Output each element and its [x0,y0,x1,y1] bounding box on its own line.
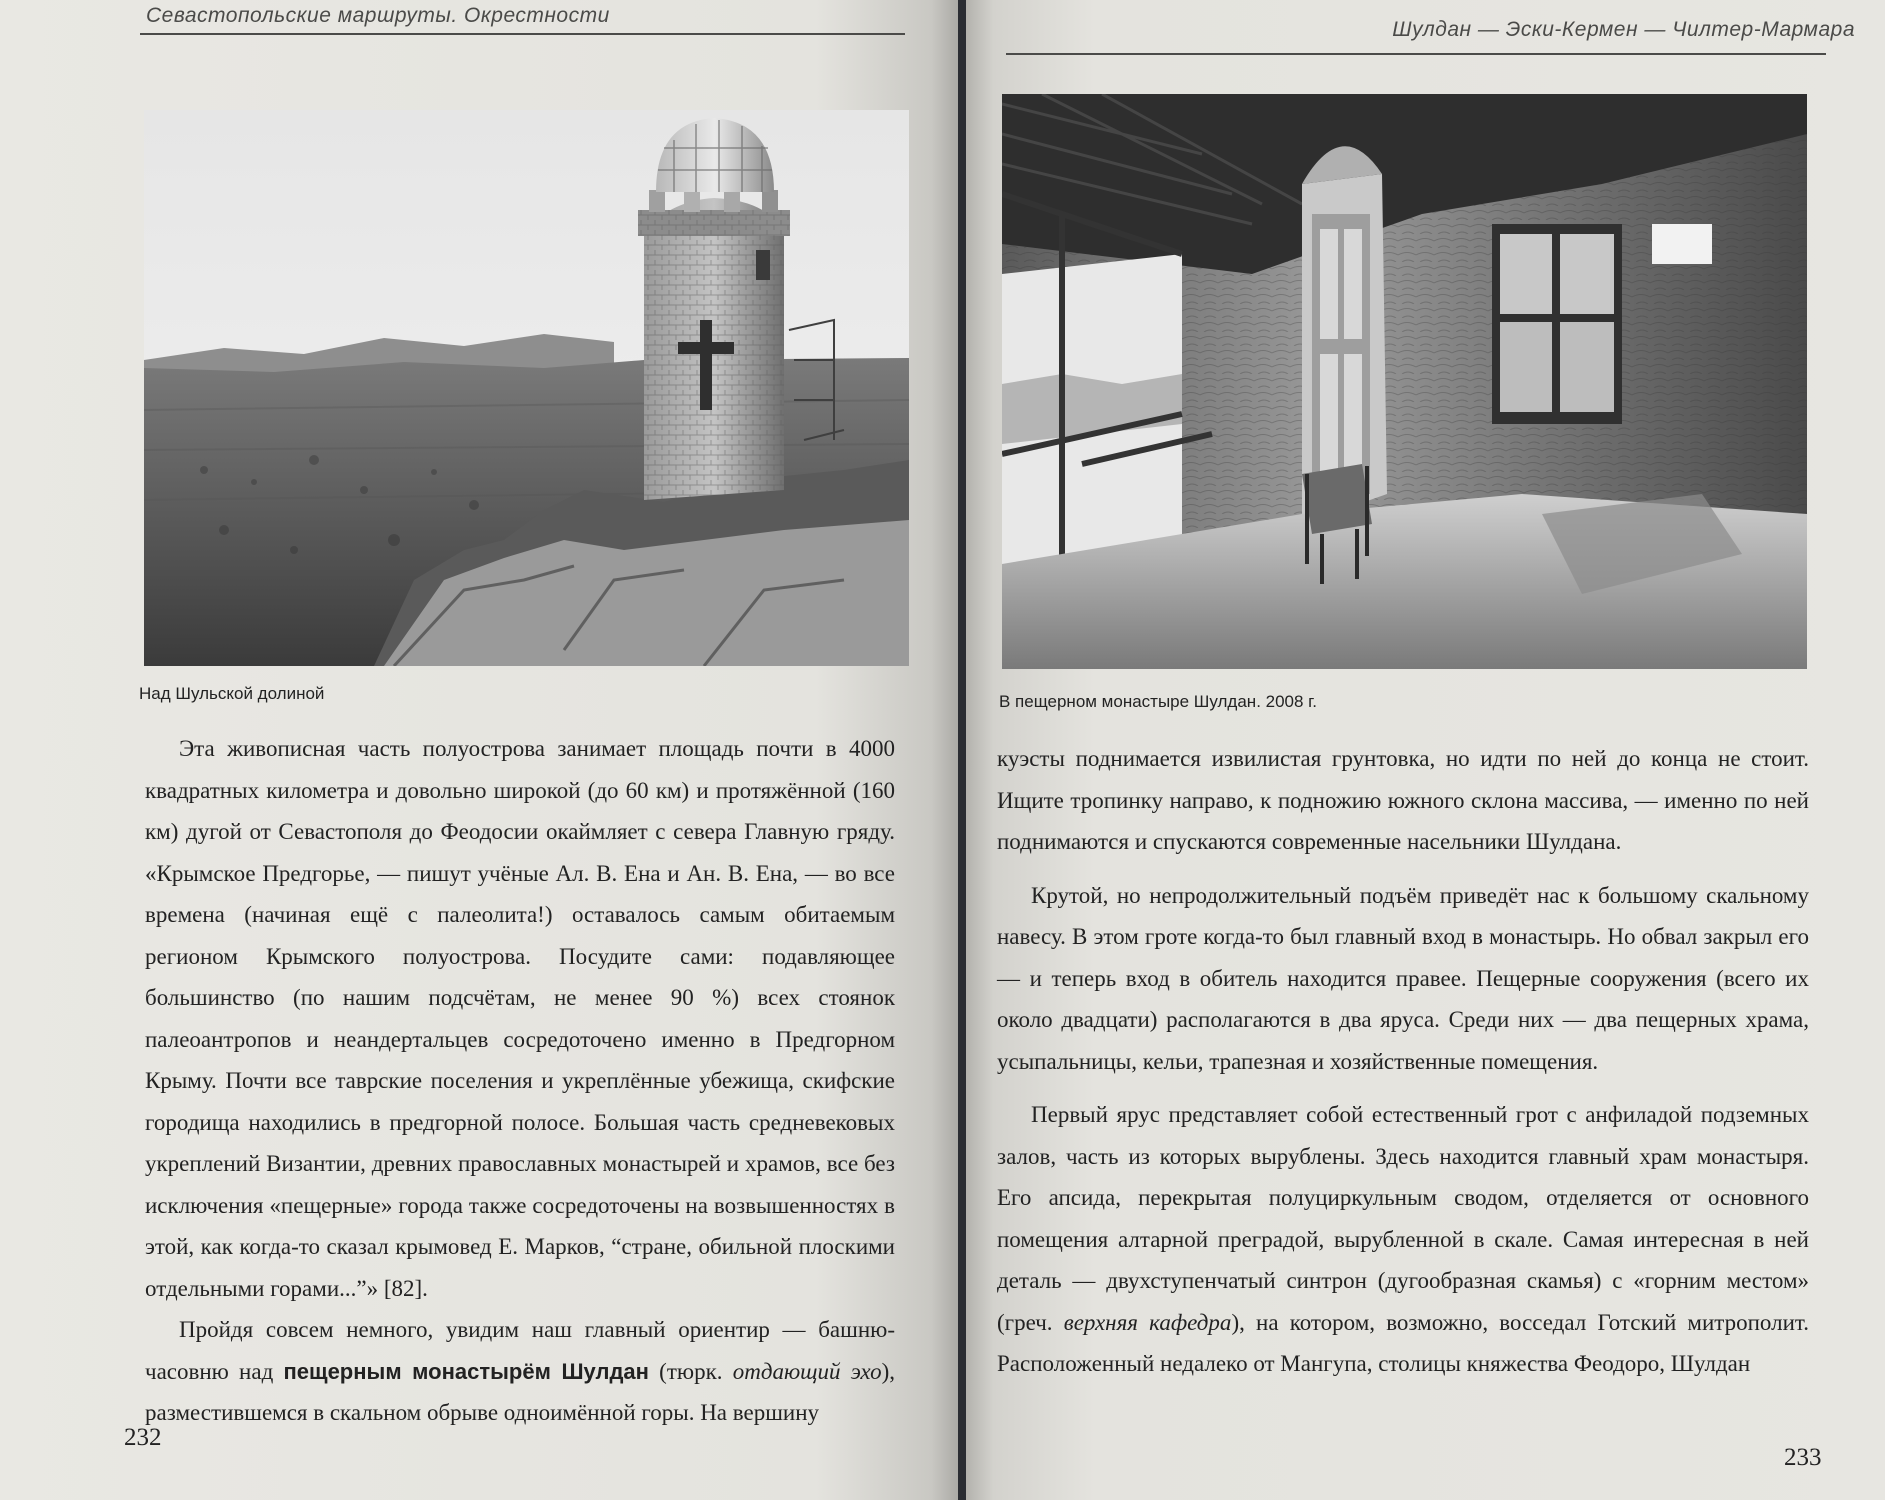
text-run: куэсты поднимается извилистая грунтовка, но идти по ней до конца не стоит. Ищите тропинку направо, к подножию южного склона массива, — именно по ней поднимаются и спускаются современные насельники Шулдана. [997,746,1809,854]
italic-translation: отдающий эхо [732,1358,882,1384]
text-run: Крутой, но непродолжительный подъём приведёт нас к большому скальному навесу. В этом гроте когда-то был главный вход в монастырь. Но обвал закрыл его — и теперь вход в обитель находится правее. Пещерные сооружения (всего их около двадцати) располагаются в два яруса. Среди них — два пещерных храма, усыпальницы, кельи, трапезная и хозяйственные помещения. [997,882,1809,1074]
paragraph-left-1 [145,728,895,1309]
photo-caption-left: Над Шульской долиной [139,684,325,703]
paragraph-left-2 [145,1309,895,1434]
body-text-left [145,728,895,1434]
body-text-right [997,738,1809,1385]
running-head-right: Шулдан — Эски-Кермен — Чилтер-Мармара [1392,18,1855,41]
page-number-right: 233 [1784,1444,1822,1471]
photo-tower-over-valley [144,110,909,666]
text-run: ), на котором, возможно, восседал Готский митрополит. Расположенный недалеко от Мангупа, столицы княжества Феодоро, Шулдан [997,1309,1809,1376]
photo-cave-monastery [1002,94,1807,669]
header-rule-left [140,33,905,35]
text-run: ), разместившемся в скальном обрыве одноимённой горы. На вершину [145,1358,895,1425]
text-run: Пройдя совсем немного, увидим наш главный ориентир — башню-часовню над [145,1317,895,1384]
paragraph-right-1 [997,738,1809,863]
running-head-left: Севастопольские маршруты. Окрестности [146,4,610,27]
italic-translation: верхняя кафедра [1063,1309,1232,1335]
header-rule-right [1006,53,1826,55]
text-run: (тюрк. [648,1358,733,1384]
photo-caption-right: В пещерном монастыре Шулдан. 2008 г. [999,692,1318,711]
right-page [966,0,1885,1500]
tower-photo-illustration [144,110,909,666]
paragraph-right-3 [997,1094,1809,1385]
bold-term-shuldan-monastery: пещерным монастырём Шулдан [283,1358,649,1384]
text-run: Эта живописная часть полуострова занимает площадь почти в 4000 квадратных километра и довольно широкой (до 60 км) и протяжённой (160 км) дугой от Севастополя до Феодосии окаймляет с севера Главную гряду. «Крымское Предгорье, — пишут учёные Ал. В. Ена и Ан. В. Ена, — во все времена (начиная ещё с палеолита!) оставалось самым обитаемым регионом Крымского полуострова. Посудите сами: подавляющее большинство (по нашим подсчётам, не менее 90 %) всех стоянок палеоантропов и неандертальцев сосредоточено именно в Предгорном Крыму. Почти все таврские поселения и укреплённые убежища, скифские городища находились в предгорной полосе. Большая часть средневековых укреплений Византии, древних православных монастырей и храмов, все без исключения «пещерные» города также сосредоточены на возвышенностях в этой, как когда-то сказал крымовед Е. Марков, “стране, обильной плоскими отдельными горами...”» [82]. [145,736,895,1301]
cave-monastery-photo-illustration [1002,94,1807,669]
paragraph-right-2 [997,875,1809,1083]
page-number-left: 232 [124,1424,162,1451]
text-run: Первый ярус представляет собой естественный грот с анфиладой подземных залов, часть из которых вырублены. Здесь находится главный храм монастыря. Его апсида, перекрытая полуциркульным сводом, отделяется от основного помещения алтарной преградой, вырубленной в скале. Самая интересная в ней деталь — двухступенчатый синтрон (дугообразная скамья) с «горним местом» (греч. [997,1102,1809,1335]
